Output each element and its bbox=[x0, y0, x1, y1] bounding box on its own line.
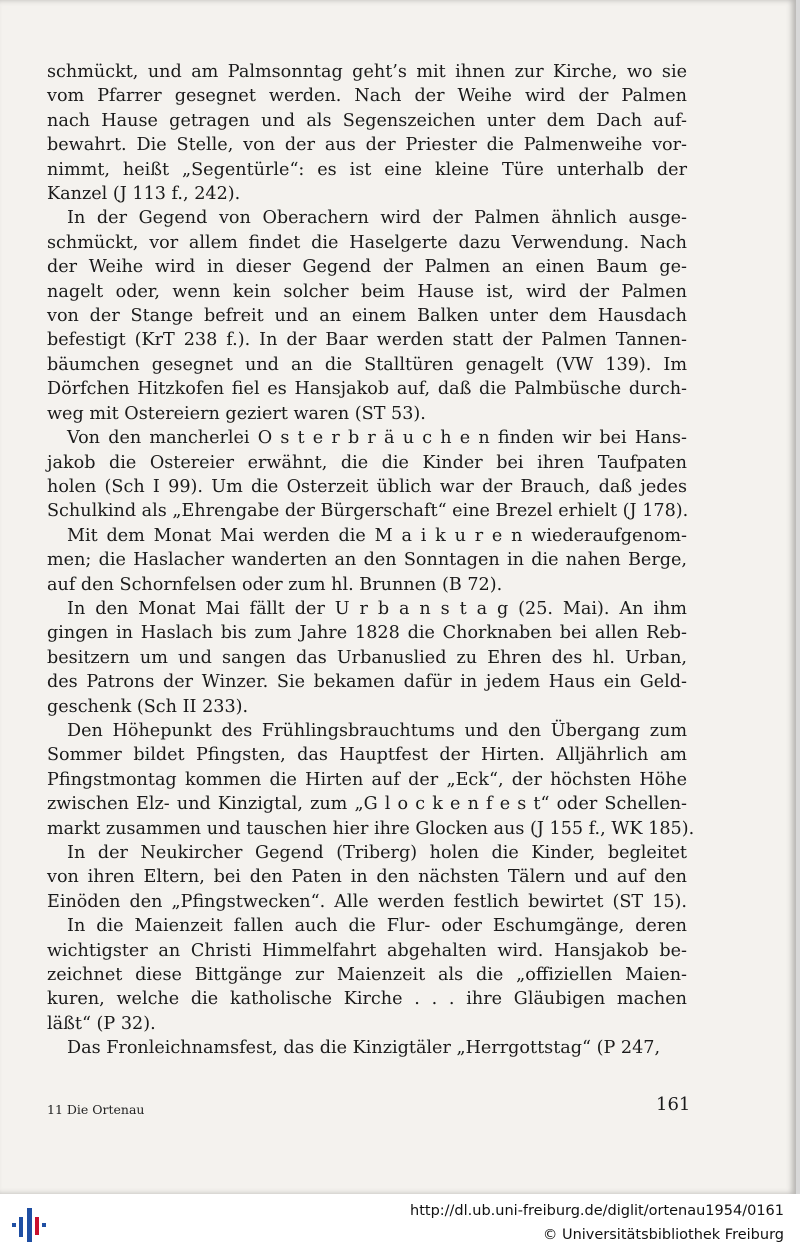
text-line: holen (Sch I 99). Um die Osterzeit üblich war der Brauch, daß jedes bbox=[47, 476, 687, 497]
text-line: Mit dem Monat Mai werden die M a i k u r e n wiederaufgenom- bbox=[67, 525, 687, 546]
body-text bbox=[47, 60, 695, 1061]
copyright-text: © Universitätsbibliothek Freiburg bbox=[542, 1227, 784, 1243]
text-line: bewahrt. Die Stelle, von der aus der Priester die Palmenweihe vor- bbox=[47, 135, 687, 156]
text-line: Kanzel (J 113 f., 242). bbox=[47, 184, 241, 205]
text-line: läßt“ (P 32). bbox=[47, 1013, 156, 1034]
text-line: auf den Schornfelsen oder zum hl. Brunnen (B 72). bbox=[47, 574, 503, 595]
text-line: nimmt, heißt „Segentürle“: es ist eine kleine Türe unterhalb der bbox=[47, 159, 687, 180]
text-line: des Patrons der Winzer. Sie bekamen dafür in jedem Haus ein Geld- bbox=[47, 672, 687, 693]
text-line: In der Gegend von Oberachern wird der Palmen ähnlich ausge- bbox=[67, 208, 687, 229]
text-line: wichtigster an Christi Himmelfahrt abgehalten wird. Hansjakob be- bbox=[47, 940, 687, 961]
text-line: In die Maienzeit fallen auch die Flur- oder Eschumgänge, deren bbox=[67, 916, 687, 937]
text-line: zeichnet diese Bittgänge zur Maienzeit als die „offiziellen Maien- bbox=[47, 965, 687, 986]
text-line: kuren, welche die katholische Kirche . . . ihre Gläubigen machen bbox=[47, 989, 687, 1010]
text-line: Den Höhepunkt des Frühlingsbrauchtums und den Übergang zum bbox=[67, 720, 687, 741]
text-line: schmückt, vor allem findet die Haselgerte dazu Verwendung. Nach bbox=[47, 232, 687, 253]
text-line: nach Hause getragen und als Segenszeichen unter dem Dach auf- bbox=[47, 110, 687, 131]
text-line: besitzern um und sangen das Urbanuslied zu Ehren des hl. Urban, bbox=[47, 647, 687, 668]
text-line: In der Neukircher Gegend (Triberg) holen die Kinder, begleitet bbox=[67, 843, 687, 863]
text-line: geschenk (Sch II 233). bbox=[47, 696, 249, 717]
library-logo-icon bbox=[8, 1206, 52, 1242]
text-line: markt zusammen und tauschen hier ihre Glocken aus (J 155 f., WK 185). bbox=[47, 818, 695, 839]
text-line: von der Stange befreit und an einem Balken unter dem Hausdach bbox=[47, 306, 687, 327]
text-line: Einöden den „Pfingstwecken“. Alle werden festlich bewirtet (ST 15). bbox=[47, 891, 687, 912]
text-line: gingen in Haslach bis zum Jahre 1828 die Chorknaben bei allen Reb- bbox=[47, 623, 687, 644]
text-line: jakob die Ostereier erwähnt, die die Kinder bei ihren Taufpaten bbox=[47, 452, 687, 473]
text-line: befestigt (KrT 238 f.). In der Baar werden statt der Palmen Tannen- bbox=[47, 330, 687, 351]
text-line: bäumchen gesegnet und an die Stalltüren genagelt (VW 139). Im bbox=[47, 354, 687, 375]
text-line: Dörfchen Hitzkofen fiel es Hansjakob auf, daß die Palmbüsche durch- bbox=[47, 379, 687, 400]
page-number: 161 bbox=[656, 1094, 691, 1115]
attribution-bar bbox=[0, 1194, 800, 1253]
text-line: schmückt, und am Palmsonntag geht’s mit ihnen zur Kirche, wo sie bbox=[47, 62, 687, 82]
text-line: Das Fronleichnamsfest, das die Kinzigtäler „Herrgottstag“ (P 247, bbox=[67, 1038, 661, 1059]
text-line: Von den mancherlei O s t e r b r ä u c h e n finden wir bei Hans- bbox=[67, 428, 687, 449]
text-line: der Weihe wird in dieser Gegend der Palmen an einen Baum ge- bbox=[47, 257, 687, 278]
text-line: von ihren Eltern, bei den Paten in den nächsten Tälern und auf den bbox=[47, 867, 687, 888]
source-url-link[interactable]: http://dl.ub.uni-freiburg.de/diglit/ortenau1954/0161 bbox=[410, 1203, 784, 1219]
text-line: weg mit Ostereiern geziert waren (ST 53). bbox=[47, 403, 426, 424]
text-line: Schulkind als „Ehrengabe der Bürgerschaft“ eine Brezel erhielt (J 178). bbox=[47, 501, 689, 522]
text-line: nagelt oder, wenn kein solcher beim Hause ist, wird der Palmen bbox=[47, 281, 687, 302]
text-line: Sommer bildet Pfingsten, das Hauptfest der Hirten. Alljährlich am bbox=[47, 745, 687, 766]
text-line: In den Monat Mai fällt der U r b a n s t a g (25. Mai). An ihm bbox=[67, 598, 687, 619]
signature-mark: 11 Die Ortenau bbox=[47, 1102, 145, 1117]
text-line: men; die Haslacher wanderten an den Sonntagen in die nahen Berge, bbox=[47, 550, 687, 571]
text-line: vom Pfarrer gesegnet werden. Nach der Weihe wird der Palmen bbox=[47, 86, 687, 107]
text-line: zwischen Elz- und Kinzigtal, zum „G l o c k e n f e s t“ oder Schellen- bbox=[47, 794, 687, 815]
text-line: Pfingstmontag kommen die Hirten auf der „Eck“, der höchsten Höhe bbox=[47, 769, 687, 790]
